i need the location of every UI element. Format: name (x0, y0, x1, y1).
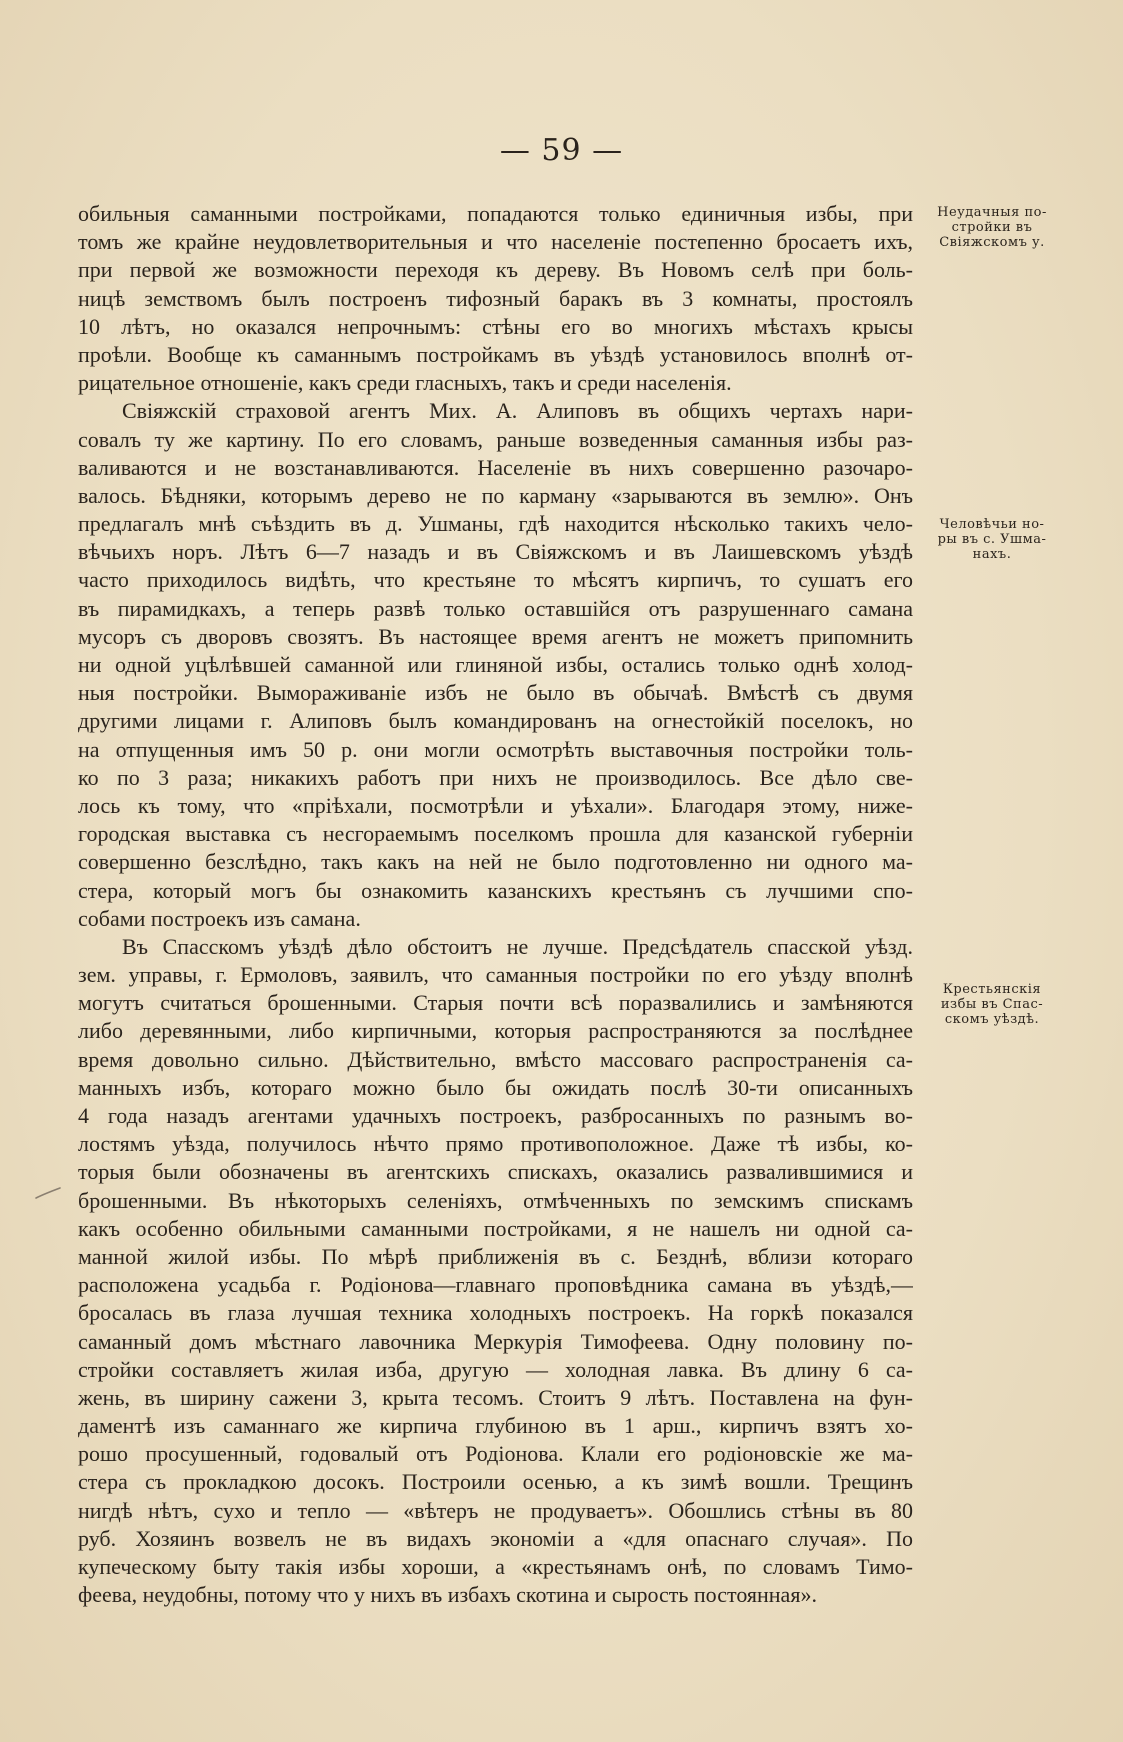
text-line: зем. управы, г. Ермоловъ, заявилъ, что саманныя постройки по его уѣзду вполнѣ (78, 962, 913, 988)
text-line: при первой же возможности переходя къ дереву. Въ Новомъ селѣ при боль- (78, 257, 913, 283)
text-line: купеческому быту такія избы хороши, а «крестьянамъ онѣ, по словамъ Тимо- (78, 1554, 913, 1579)
text-line: Въ Спасскомъ уѣздѣ дѣло обстоитъ не лучше. Предсѣдатель спасской уѣзд. (122, 933, 913, 959)
text-line: жень, въ ширину сажени 3, крыта тесомъ. Стоитъ 9 лѣтъ. Поставлена на фун- (78, 1384, 913, 1410)
text-line: совершенно безслѣдно, такъ какъ на ней не было подготовленно ни одного ма- (78, 849, 913, 875)
text-line: часто приходилось видѣть, что крестьяне то мѣсятъ кирпичъ, то сушатъ его (78, 567, 913, 593)
text-line: валиваются и не возстанавливаются. Населеніе въ нихъ совершенно разочаро- (78, 454, 913, 480)
margin-note-line: стройки въ (951, 220, 1033, 235)
text-line: манной жилой избы. По мѣрѣ приближенія въ с. Безднѣ, вблизи котораго (78, 1243, 913, 1269)
paragraph-container (78, 200, 913, 1609)
text-line: 4 года назадъ агентами удачныхъ построекъ, разбросанныхъ по разнымъ во- (78, 1103, 913, 1128)
margin-note-line: Неудачныя по- (937, 205, 1047, 220)
margin-note-line: Свіяжскомъ у. (939, 235, 1045, 250)
text-line: ныя постройки. Вымораживаніе избъ не было въ обычаѣ. Вмѣстѣ съ двумя (78, 680, 913, 706)
text-line: городская выставка съ несгораемымъ поселкомъ прошла для казанской губерніи (78, 821, 913, 847)
margin-note-unsuccessful-buildings (922, 205, 1062, 250)
text-line: нигдѣ нѣтъ, сухо и тепло — «вѣтеръ не продуваетъ». Обошлись стѣны въ 80 (78, 1497, 913, 1523)
text-line: вѣчьихъ норъ. Лѣтъ 6—7 назадъ и въ Свіяжскомъ и въ Лаишевскомъ уѣздѣ (78, 539, 913, 565)
text-line: ко по 3 раза; никакихъ работъ при нихъ не производилось. Все дѣло све- (78, 764, 913, 790)
text-line: даментѣ изъ саманнаго же кирпича глубиною въ 1 арш., кирпичъ взятъ хо- (78, 1413, 913, 1439)
text-line: стройки составляетъ жилая изба, другую — холодная лавка. Въ длину 6 са- (78, 1356, 913, 1382)
text-line: расположена усадьба г. Родіонова—главнаго проповѣдника самана въ уѣздѣ,— (78, 1272, 913, 1298)
pencil-mark-icon (34, 1186, 62, 1200)
text-line: другими лицами г. Алиповъ былъ командированъ на огнестойкій поселокъ, но (78, 708, 913, 734)
body-text (78, 200, 913, 1609)
margin-note-spassky-huts (922, 982, 1062, 1027)
paragraph (78, 200, 913, 397)
text-line: брошенными. Въ нѣкоторыхъ селеніяхъ, отмѣченныхъ по земскимъ спискамъ (78, 1187, 913, 1213)
text-line: на отпущенныя имъ 50 р. они могли осмотрѣть выставочныя постройки толь- (78, 736, 913, 762)
paragraph (78, 397, 913, 933)
page-number: — 59 — (499, 133, 624, 168)
text-line: обильныя саманными постройками, попадаются только единичныя избы, при (78, 201, 913, 226)
text-line: манныхъ избъ, котораго можно было бы ожидать послѣ 30-ти описанныхъ (78, 1074, 913, 1100)
text-line: рицательное отношеніе, какъ среди гласныхъ, такъ и среди населенія. (78, 370, 732, 396)
text-line: мусоръ съ дворовъ свозятъ. Въ настоящее время агентъ не можетъ припомнить (78, 623, 913, 649)
text-line: рошо просушенный, годовалый отъ Родіонова. Клали его родіоновскіе же ма- (78, 1441, 913, 1467)
text-line: лось къ тому, что «пріѣхали, посмотрѣли и уѣхали». Благодаря этому, ниже- (78, 792, 913, 818)
text-line: совалъ ту же картину. По его словамъ, раньше возведенныя саманныя избы раз- (78, 426, 913, 452)
text-line: стера, который могъ бы ознакомить казанскихъ крестьянъ съ лучшими спо- (78, 877, 913, 903)
text-line: собами построекъ изъ самана. (78, 905, 361, 931)
text-line: время довольно сильно. Дѣйствительно, вмѣсто массоваго распространенія са- (78, 1046, 913, 1072)
margin-note-human-burrows (922, 517, 1062, 562)
text-line: стера съ прокладкою досокъ. Построили осенью, а къ зимѣ вошли. Трещинъ (78, 1469, 913, 1495)
text-line: руб. Хозяинъ возвелъ не въ видахъ экономіи а «для опаснаго случая». По (78, 1525, 913, 1551)
text-line: феева, неудобны, потому что у нихъ въ избахъ скотина и сырость постоянная». (78, 1582, 817, 1608)
text-line: саманный домъ мѣстнаго лавочника Меркурія Тимофеева. Одну половину по- (78, 1328, 913, 1354)
text-line: проѣли. Вообще къ саманнымъ постройкамъ въ уѣздѣ установилось вполнѣ от- (78, 341, 913, 367)
text-line: могутъ считаться брошенными. Старыя почти всѣ поразвалились и замѣняются (78, 990, 913, 1016)
text-line: 10 лѣтъ, но оказался непрочнымъ: стѣны его во многихъ мѣстахъ крысы (78, 313, 913, 339)
text-line: какъ особенно обильными саманными постройками, я не нашелъ ни одной са- (78, 1215, 913, 1241)
text-line: ницѣ земствомъ былъ построенъ тифозный баракъ въ 3 комнаты, простоялъ (78, 285, 913, 311)
paragraph (78, 933, 913, 1610)
text-line: Свіяжскій страховой агентъ Мих. А. Алиповъ въ общихъ чертахъ нари- (122, 398, 913, 424)
margin-note-line: скомъ уѣздѣ. (944, 1012, 1040, 1027)
margin-note-line: Крестьянскія (942, 982, 1042, 997)
margin-note-line: нахъ. (972, 547, 1012, 562)
text-line: торыя были обозначены въ агентскихъ спискахъ, оказались развалившимися и (78, 1159, 913, 1185)
text-line: предлагалъ мнѣ съѣздить въ д. Ушманы, гдѣ находится нѣсколько такихъ чело- (78, 511, 913, 537)
text-line: валось. Бѣдняки, которымъ дерево не по карману «зарываются въ землю». Онъ (78, 482, 913, 508)
text-line: бросалась въ глаза лучшая техника холодныхъ построекъ. На горкѣ показался (78, 1300, 913, 1326)
margin-note-line: ры въ с. Ушма- (937, 532, 1047, 547)
text-line: лостямъ уѣзда, получилось нѣчто прямо противоположное. Даже тѣ избы, ко- (78, 1131, 913, 1157)
text-line: въ пирамидкахъ, а теперь развѣ только оставшійся отъ разрушеннаго самана (78, 595, 913, 621)
text-line: либо деревянными, либо кирпичными, которыя распространяются за послѣднее (78, 1018, 913, 1044)
text-line: томъ же крайне неудовлетворительныя и что населеніе постепенно бросаетъ ихъ, (78, 229, 913, 255)
text-line: ни одной уцѣлѣвшей саманной или глиняной избы, остались только однѣ холод- (78, 652, 913, 677)
margin-note-line: избы въ Спас- (940, 997, 1044, 1012)
margin-note-line: Человѣчьи но- (939, 517, 1045, 532)
